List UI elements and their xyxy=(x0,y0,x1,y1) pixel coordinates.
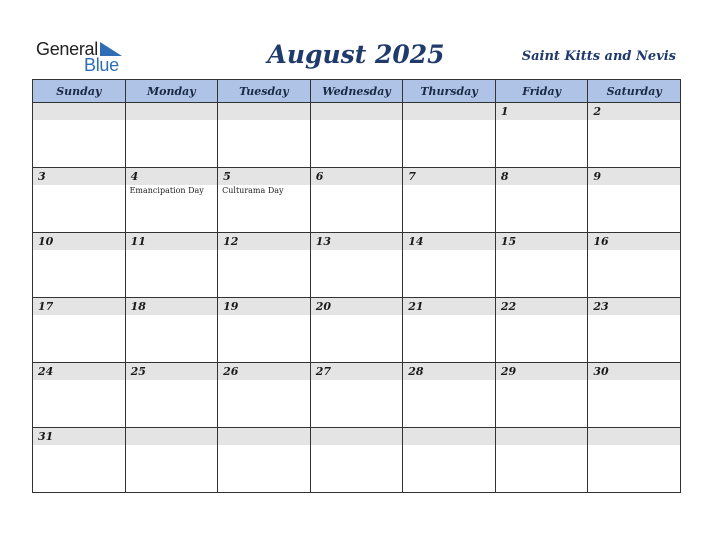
day-number xyxy=(218,103,310,120)
day-number: 15 xyxy=(496,233,588,250)
day-cell xyxy=(125,363,218,428)
day-number: 2 xyxy=(588,103,680,120)
day-cell xyxy=(125,298,218,363)
day-number: 22 xyxy=(496,298,588,315)
week-row xyxy=(33,233,681,298)
weekday-header: Friday xyxy=(495,80,588,103)
holiday-label xyxy=(403,120,495,121)
day-cell xyxy=(125,428,218,493)
day-cell xyxy=(495,103,588,168)
day-number: 11 xyxy=(126,233,218,250)
holiday-label xyxy=(33,380,125,381)
day-number xyxy=(126,103,218,120)
day-cell xyxy=(495,298,588,363)
holiday-label xyxy=(403,445,495,446)
holiday-label xyxy=(496,445,588,446)
holiday-label xyxy=(218,120,310,121)
day-number: 12 xyxy=(218,233,310,250)
day-cell xyxy=(403,233,496,298)
day-cell xyxy=(403,428,496,493)
holiday-label xyxy=(496,120,588,121)
brand-logo xyxy=(36,38,146,74)
day-number: 28 xyxy=(403,363,495,380)
day-number: 27 xyxy=(311,363,403,380)
week-row xyxy=(33,428,681,493)
day-number: 5 xyxy=(218,168,310,185)
holiday-label xyxy=(496,185,588,186)
page-title: August 2025 xyxy=(267,40,445,69)
day-cell xyxy=(403,298,496,363)
day-number: 14 xyxy=(403,233,495,250)
holiday-label xyxy=(218,315,310,316)
holiday-label xyxy=(311,185,403,186)
day-number: 1 xyxy=(496,103,588,120)
day-cell xyxy=(403,168,496,233)
holiday-label xyxy=(33,120,125,121)
day-number xyxy=(403,103,495,120)
day-number: 4 xyxy=(126,168,218,185)
day-number: 26 xyxy=(218,363,310,380)
day-cell xyxy=(310,168,403,233)
day-number xyxy=(588,428,680,445)
day-cell xyxy=(33,168,126,233)
day-number: 25 xyxy=(126,363,218,380)
day-cell xyxy=(218,298,311,363)
holiday-label xyxy=(403,380,495,381)
holiday-label: Emancipation Day xyxy=(129,186,204,195)
holiday-label xyxy=(588,120,680,121)
day-cell xyxy=(310,103,403,168)
holiday-label xyxy=(588,445,680,446)
holiday-label xyxy=(588,250,680,251)
day-cell xyxy=(588,428,681,493)
day-cell xyxy=(588,298,681,363)
week-row xyxy=(33,298,681,363)
day-number xyxy=(126,428,218,445)
holiday-label xyxy=(588,380,680,381)
day-cell xyxy=(588,233,681,298)
holiday-label xyxy=(126,380,218,381)
holiday-label xyxy=(588,185,680,186)
weekday-header: Tuesday xyxy=(218,80,311,103)
day-cell xyxy=(33,428,126,493)
holiday-label xyxy=(218,250,310,251)
day-number xyxy=(403,428,495,445)
day-number xyxy=(311,428,403,445)
holiday-label xyxy=(311,250,403,251)
day-number: 13 xyxy=(311,233,403,250)
day-number xyxy=(496,428,588,445)
day-number: 9 xyxy=(588,168,680,185)
holiday-label xyxy=(403,250,495,251)
holiday-label xyxy=(126,315,218,316)
brand-triangle-icon xyxy=(100,42,122,56)
holiday-label xyxy=(126,250,218,251)
day-cell xyxy=(310,233,403,298)
day-cell xyxy=(33,103,126,168)
day-cell xyxy=(495,363,588,428)
day-number: 10 xyxy=(33,233,125,250)
day-cell xyxy=(495,428,588,493)
day-cell xyxy=(310,298,403,363)
day-number: 3 xyxy=(33,168,125,185)
holiday-label xyxy=(403,315,495,316)
day-cell xyxy=(125,168,218,233)
day-number xyxy=(311,103,403,120)
calendar-grid xyxy=(32,79,681,493)
day-cell xyxy=(310,363,403,428)
day-number: 29 xyxy=(496,363,588,380)
day-cell xyxy=(588,103,681,168)
day-cell xyxy=(310,428,403,493)
holiday-label xyxy=(33,315,125,316)
day-cell xyxy=(218,428,311,493)
day-cell xyxy=(218,363,311,428)
holiday-label xyxy=(496,250,588,251)
day-number: 31 xyxy=(33,428,125,445)
day-number: 18 xyxy=(126,298,218,315)
holiday-label xyxy=(311,380,403,381)
day-cell xyxy=(125,233,218,298)
weekday-header: Thursday xyxy=(403,80,496,103)
weekday-header: Wednesday xyxy=(310,80,403,103)
week-row xyxy=(33,168,681,233)
holiday-label xyxy=(311,445,403,446)
weekday-header: Monday xyxy=(125,80,218,103)
day-number: 24 xyxy=(33,363,125,380)
holiday-label xyxy=(126,120,218,121)
holiday-label xyxy=(403,185,495,186)
day-number: 8 xyxy=(496,168,588,185)
day-cell xyxy=(218,168,311,233)
day-number: 21 xyxy=(403,298,495,315)
holiday-label xyxy=(588,315,680,316)
day-number: 16 xyxy=(588,233,680,250)
holiday-label xyxy=(33,185,125,186)
day-number: 19 xyxy=(218,298,310,315)
day-cell xyxy=(495,168,588,233)
day-number: 17 xyxy=(33,298,125,315)
day-number: 23 xyxy=(588,298,680,315)
day-cell xyxy=(33,363,126,428)
day-cell xyxy=(218,233,311,298)
brand-blue-text: Blue xyxy=(84,55,119,75)
holiday-label xyxy=(33,250,125,251)
day-number xyxy=(218,428,310,445)
week-row xyxy=(33,363,681,428)
day-number: 7 xyxy=(403,168,495,185)
day-cell xyxy=(588,363,681,428)
day-cell xyxy=(403,363,496,428)
day-cell xyxy=(588,168,681,233)
day-number: 30 xyxy=(588,363,680,380)
holiday-label xyxy=(33,445,125,446)
weekday-header: Sunday xyxy=(33,80,126,103)
holiday-label xyxy=(218,380,310,381)
holiday-label: Culturama Day xyxy=(222,186,284,195)
day-cell xyxy=(33,233,126,298)
weekday-header: Saturday xyxy=(588,80,681,103)
day-cell xyxy=(495,233,588,298)
day-cell xyxy=(33,298,126,363)
day-cell xyxy=(125,103,218,168)
day-number xyxy=(33,103,125,120)
day-number: 6 xyxy=(311,168,403,185)
week-row xyxy=(33,103,681,168)
holiday-label xyxy=(311,315,403,316)
holiday-label xyxy=(218,445,310,446)
day-cell xyxy=(218,103,311,168)
country-label: Saint Kitts and Nevis xyxy=(521,49,676,64)
weekday-header-row xyxy=(33,80,681,103)
holiday-label xyxy=(496,315,588,316)
holiday-label xyxy=(311,120,403,121)
day-cell xyxy=(403,103,496,168)
holiday-label xyxy=(126,445,218,446)
holiday-label xyxy=(496,380,588,381)
brand-general-text: General xyxy=(36,39,98,59)
day-number: 20 xyxy=(311,298,403,315)
